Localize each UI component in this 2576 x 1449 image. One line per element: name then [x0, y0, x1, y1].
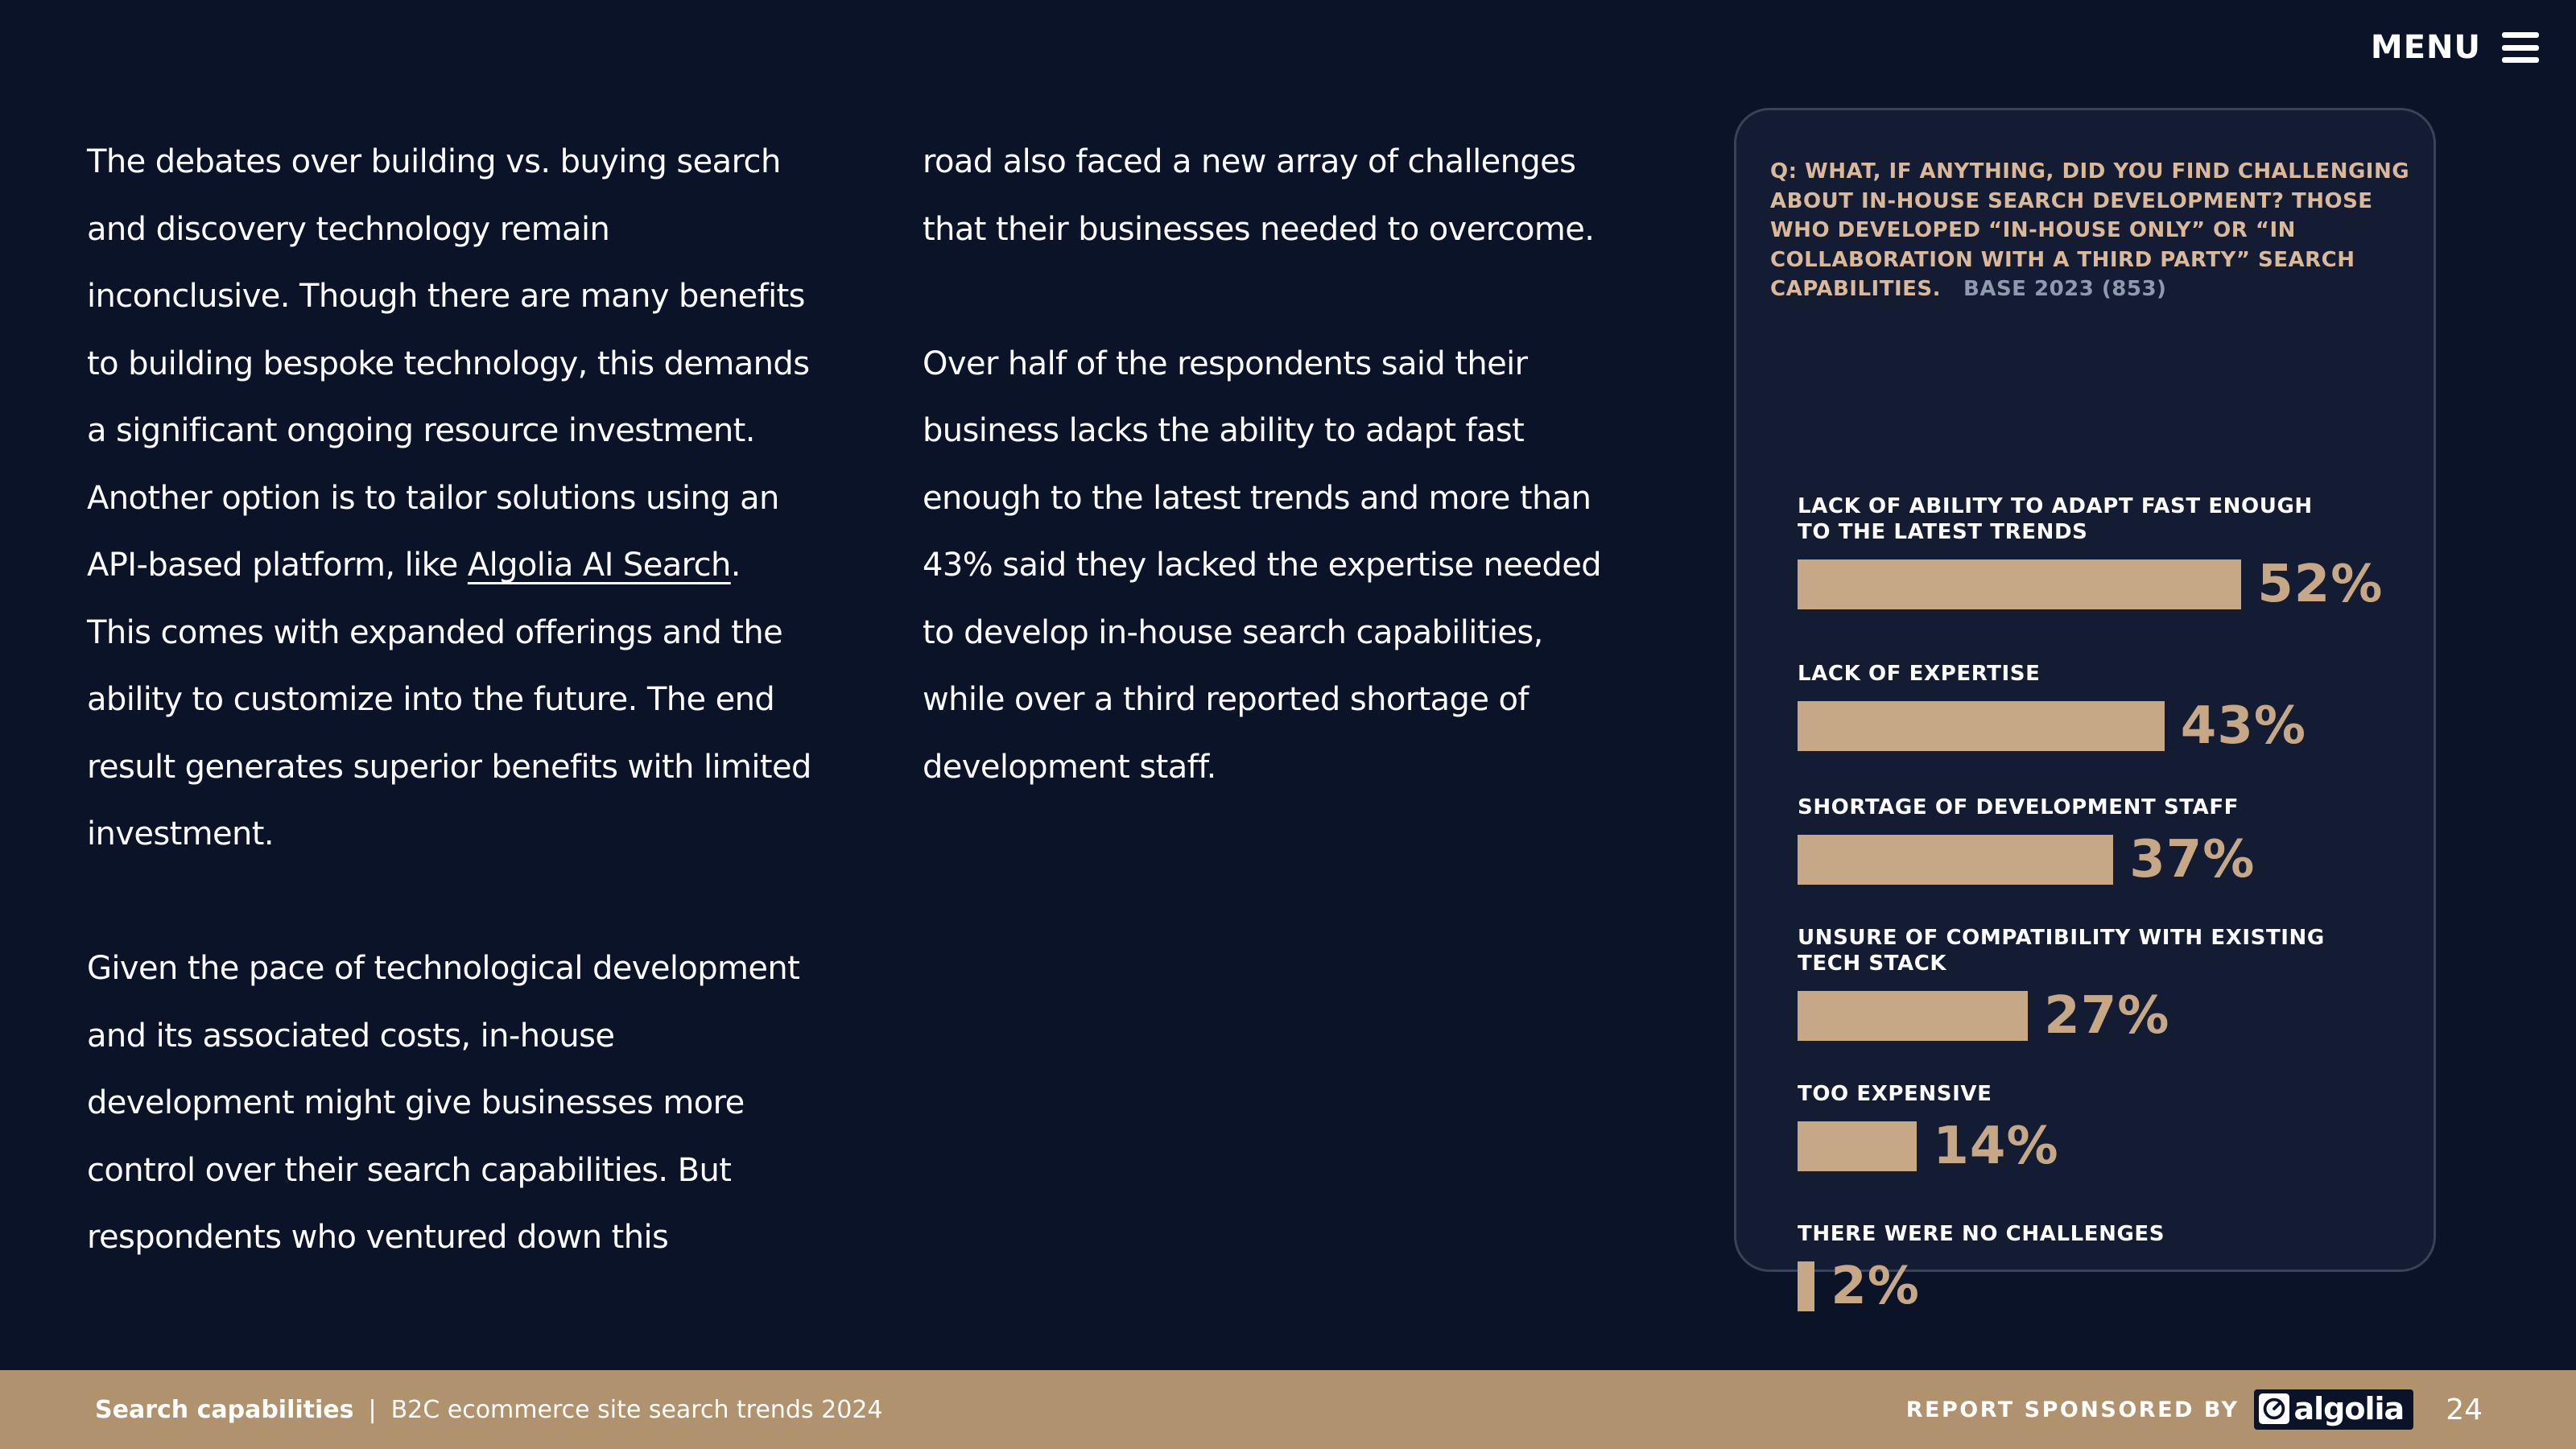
sponsor-label: REPORT SPONSORED BY — [1905, 1397, 2240, 1422]
article-paragraph: Given the pace of technological development and its associated costs, in-house development might give businesses more control over their search capabilities. But respondents who ventured down this — [87, 950, 800, 1256]
chart-question — [1770, 157, 2414, 304]
bar-label: UNSURE OF COMPATIBILITY WITH EXISTING TECH STACK — [1798, 926, 2325, 976]
hamburger-icon — [2502, 32, 2539, 63]
bar-value-label: 37% — [2129, 830, 2256, 890]
article-column-1 — [87, 129, 811, 1272]
footer-report-title: B2C ecommerce site search trends 2024 — [390, 1395, 883, 1424]
bar — [1798, 835, 2113, 885]
bar-row — [1798, 696, 2409, 756]
bar-group — [1798, 661, 2409, 756]
chart-title: Q: WHAT, IF ANYTHING, DID YOU FIND CHALLENGING ABOUT IN-HOUSE SEARCH DEVELOPMENT? THOSE WHO DEVELOPED “IN-HOUSE ONLY” OR “IN COLLABORATION WITH A THIRD PARTY” SEARCH CAPABILITIES. — [1770, 159, 2410, 301]
algolia-logo[interactable] — [2254, 1389, 2414, 1430]
bar — [1798, 559, 2241, 609]
bar-label: THERE WERE NO CHALLENGES — [1798, 1222, 2165, 1246]
bar — [1798, 701, 2165, 751]
bar — [1798, 991, 2028, 1041]
menu-label: MENU — [2370, 29, 2481, 66]
bar-label: LACK OF EXPERTISE — [1798, 662, 2041, 686]
chart-base: BASE 2023 (853) — [1963, 277, 2167, 301]
bar-label: SHORTAGE OF DEVELOPMENT STAFF — [1798, 795, 2240, 819]
bar-row — [1798, 830, 2409, 890]
article-column-2 — [923, 129, 1631, 801]
footer-sponsor — [1906, 1389, 2483, 1430]
bar-row — [1798, 1257, 2409, 1316]
footer-breadcrumb — [95, 1396, 883, 1424]
bar-label: LACK OF ABILITY TO ADAPT FAST ENOUGH TO THE LATEST TRENDS — [1798, 494, 2313, 544]
bar-group — [1798, 795, 2409, 890]
bar-value-label: 43% — [2180, 696, 2306, 756]
bar-group — [1798, 1221, 2409, 1316]
page-number: 24 — [2446, 1393, 2483, 1426]
article-paragraph: road also faced a new array of challenges that their businesses needed to overcome. — [923, 143, 1595, 248]
algolia-logo-text: algolia — [2293, 1391, 2405, 1426]
paragraph-text: The debates over building vs. buying search and discovery technology remain inconclusive. Though there are many benefits to building bespoke technology, this demands a significant ongoing resource investment. Another option is to tailor solutions using an API-based platform, like — [87, 143, 810, 584]
bar-row — [1798, 1117, 2409, 1176]
bar-group — [1798, 925, 2409, 1046]
bar-value-label: 52% — [2257, 555, 2384, 614]
article-paragraph: Over half of the respondents said their business lacks the ability to adapt fast enough to the latest trends and more than 43% said they lacked the expertise needed to develop in-house search capabilities, while over a third reported shortage of development staff. — [923, 345, 1601, 786]
menu-button[interactable] — [2371, 29, 2539, 66]
bar — [1798, 1261, 1814, 1311]
bar-value-label: 27% — [2044, 986, 2170, 1046]
bar-group — [1798, 493, 2409, 614]
algolia-icon — [2259, 1393, 2289, 1424]
footer — [0, 1370, 2576, 1449]
paragraph-text: . This comes with expanded offerings and the ability to customize into the future. The end result generates superior benefits with limited investment. — [87, 547, 811, 852]
footer-section[interactable]: Search capabilities — [95, 1395, 354, 1424]
footer-separator: | — [368, 1395, 377, 1424]
chart-card — [1734, 108, 2436, 1316]
bar-row — [1798, 555, 2409, 614]
bar-row — [1798, 986, 2409, 1046]
algolia-ai-search-link[interactable]: Algolia AI Search — [467, 547, 731, 584]
bar-value-label: 2% — [1831, 1257, 1920, 1316]
bar-group — [1798, 1081, 2409, 1176]
bar — [1798, 1121, 1917, 1171]
bar-value-label: 14% — [1933, 1117, 2059, 1176]
bar-label: TOO EXPENSIVE — [1798, 1082, 1992, 1106]
article-paragraph — [87, 129, 811, 869]
